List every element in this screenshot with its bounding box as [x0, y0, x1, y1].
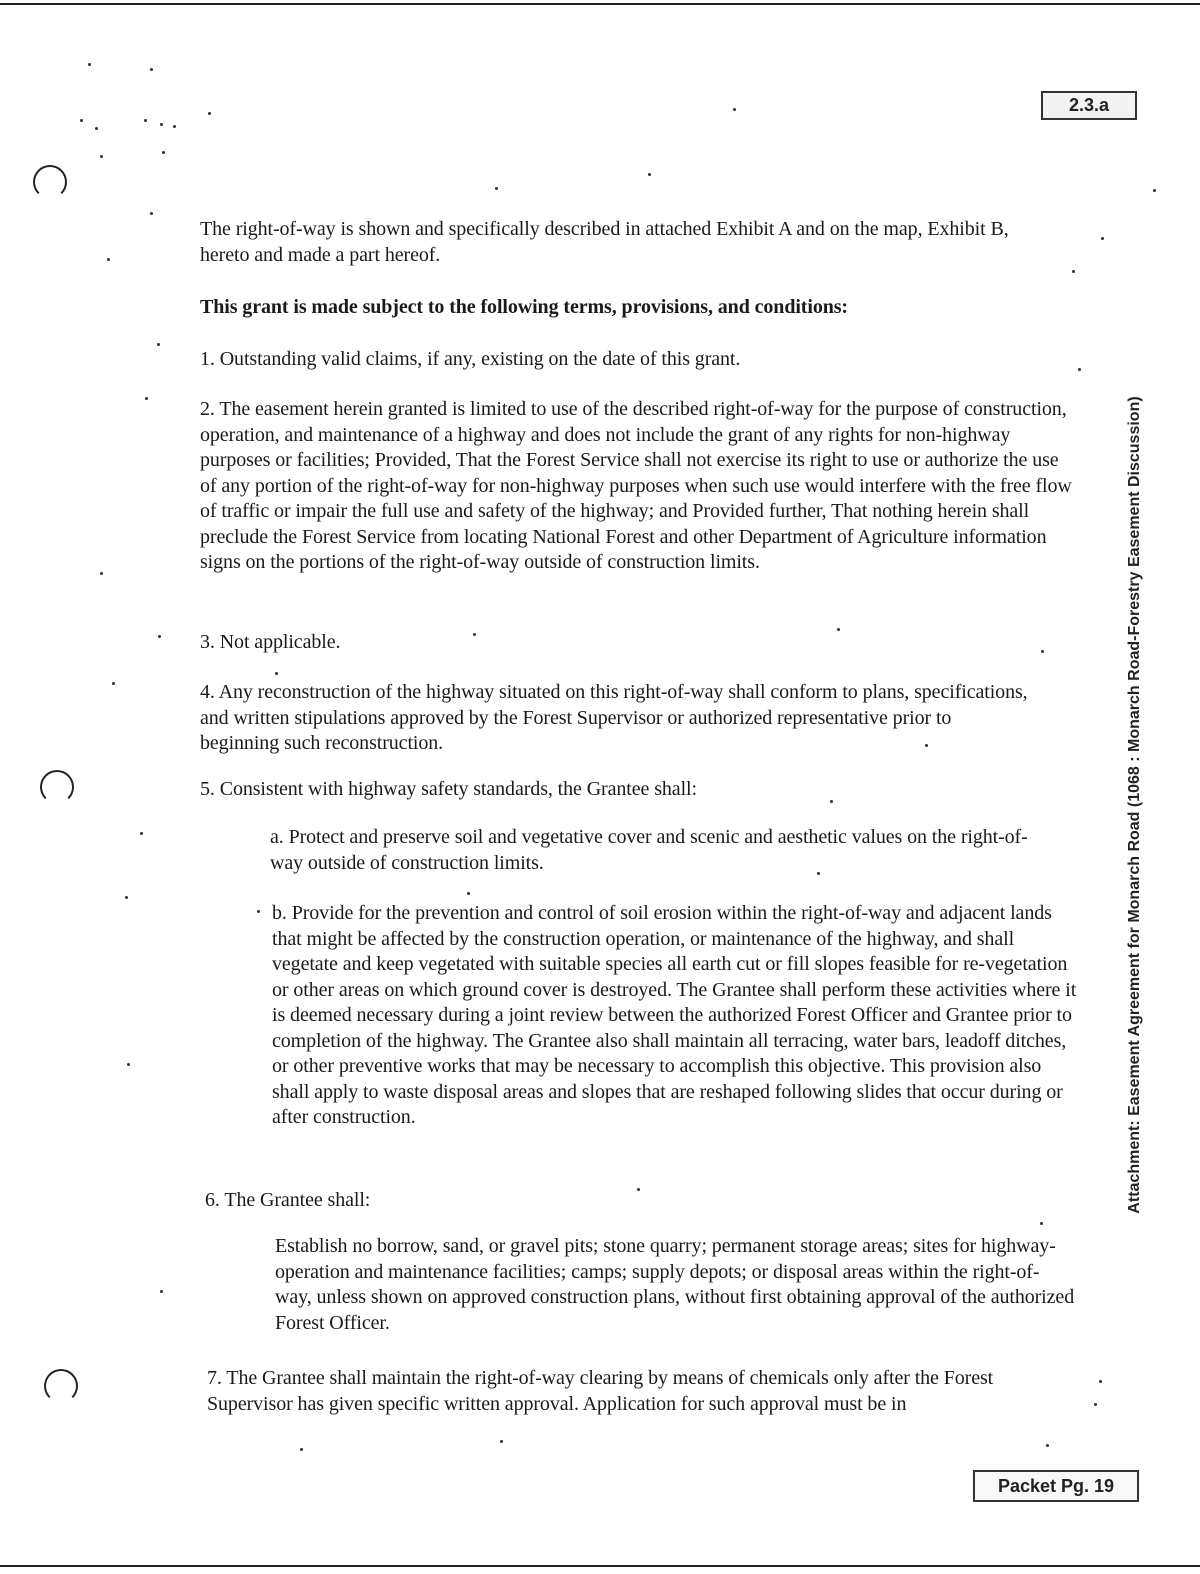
scan-speck	[300, 1448, 303, 1451]
scan-speck	[500, 1440, 503, 1443]
scan-speck	[1078, 368, 1081, 371]
condition-7: 7. The Grantee shall maintain the right-of-way clearing by means of chemicals only after the Forest Supervisor has given specific written approval. Application for such approval must be in	[207, 1367, 994, 1415]
scan-speck	[80, 119, 83, 122]
scan-speck	[733, 108, 736, 111]
scan-speck	[145, 397, 148, 400]
condition-6: 6. The Grantee shall:	[205, 1189, 371, 1211]
scan-speck	[100, 155, 103, 158]
scan-speck	[144, 119, 147, 122]
scan-speck	[125, 896, 128, 899]
condition-3: 3. Not applicable.	[200, 631, 341, 653]
scan-speck	[95, 127, 98, 130]
scan-speck	[162, 151, 165, 154]
scan-speck	[127, 1063, 130, 1066]
terms-heading: This grant is made subject to the following terms, provisions, and conditions:	[200, 296, 848, 318]
condition-6-text: Establish no borrow, sand, or gravel pits; stone quarry; permanent storage areas; sites for highway-operation and maintenance facilities; camps; supply depots; or disposal areas within the right-of-way, unless shown on approved construction plans, without first obtaining approval of the authorized Forest Officer.	[275, 1235, 1075, 1334]
scan-speck	[1099, 1380, 1102, 1383]
scan-speck	[208, 112, 211, 115]
bottom-border-line	[0, 1565, 1200, 1567]
condition-4: 4. Any reconstruction of the highway situated on this right-of-way shall conform to plans, specifications, and written stipulations approved by the Forest Supervisor or authorized representative prior to beginning such reconstruction.	[200, 681, 1028, 754]
condition-5: 5. Consistent with highway safety standards, the Grantee shall:	[200, 778, 697, 800]
condition-1: 1. Outstanding valid claims, if any, existing on the date of this grant.	[200, 348, 741, 370]
scan-speck	[160, 1290, 163, 1293]
condition-5a: a. Protect and preserve soil and vegetative cover and scenic and aesthetic values on the right-of-way outside of construction limits.	[270, 826, 1028, 874]
packet-page-number: Packet Pg. 19	[973, 1470, 1139, 1502]
scan-speck	[150, 68, 153, 71]
scan-speck	[1101, 237, 1104, 240]
scan-speck	[158, 635, 161, 638]
scan-speck	[467, 892, 470, 895]
scan-speck	[112, 682, 115, 685]
scan-speck	[648, 173, 651, 176]
scan-speck	[150, 212, 153, 215]
agenda-tag: 2.3.a	[1041, 91, 1137, 120]
scan-speck	[1040, 1222, 1043, 1225]
scan-speck	[1153, 189, 1156, 192]
binder-hole-middle	[40, 770, 74, 804]
binder-hole-bottom	[44, 1369, 78, 1403]
scan-speck	[173, 125, 176, 128]
condition-2: 2. The easement herein granted is limited to use of the described right-of-way for the purpose of construction, operation, and maintenance of a highway and does not include the grant of any rights for non-highway purposes or facilities; Provided, That the Forest Service shall not exercise its right to use or authorize the use of any portion of the right-of-way for non-highway purposes when such use would interfere with the free flow of traffic or impair the full use and safety of the highway; and Provided further, That nothing herein shall preclude the Forest Service from locating National Forest and other Department of Agriculture information signs on the portions of the right-of-way outside of construction limits.	[200, 398, 1072, 573]
scan-speck	[88, 63, 91, 66]
intro-paragraph: The right-of-way is shown and specifically described in attached Exhibit A and on the map, Exhibit B, hereto and made a part hereof.	[200, 218, 1009, 266]
scan-speck	[157, 343, 160, 346]
scan-speck	[257, 910, 260, 913]
scan-speck	[140, 832, 143, 835]
top-border-line	[0, 3, 1200, 5]
scan-speck	[1072, 270, 1075, 273]
scan-speck	[275, 672, 278, 675]
attachment-sidebar	[1125, 330, 1145, 1280]
scan-speck	[1046, 1444, 1049, 1447]
scan-speck	[160, 123, 163, 126]
binder-hole-top	[33, 165, 67, 199]
condition-5b: b. Provide for the prevention and control of soil erosion within the right-of-way and adjacent lands that might be affected by the construction operation, or maintenance of the highway, and shall vegetate and keep vegetated with suitable species all earth cut or fill slopes feasible for re-vegetation or other areas on which ground cover is destroyed. The Grantee shall perform these activities where it is deemed necessary during a joint review between the authorized Forest Officer and Grantee prior to completion of the highway. The Grantee also shall maintain all terracing, water bars, leadoff ditches, or other preventive works that may be necessary to accomplish this objective. This provision also shall apply to waste disposal areas and slopes that are reshaped following slides that occur during or after construction.	[272, 902, 1077, 1128]
scan-speck	[495, 187, 498, 190]
attachment-sidebar-label: Attachment: Easement Agreement for Monarch Road (1068 : Monarch Road-Forestry Easement Discussion)	[1126, 396, 1143, 1214]
scan-speck	[100, 572, 103, 575]
scan-speck	[107, 258, 110, 261]
scan-speck	[1094, 1403, 1097, 1406]
